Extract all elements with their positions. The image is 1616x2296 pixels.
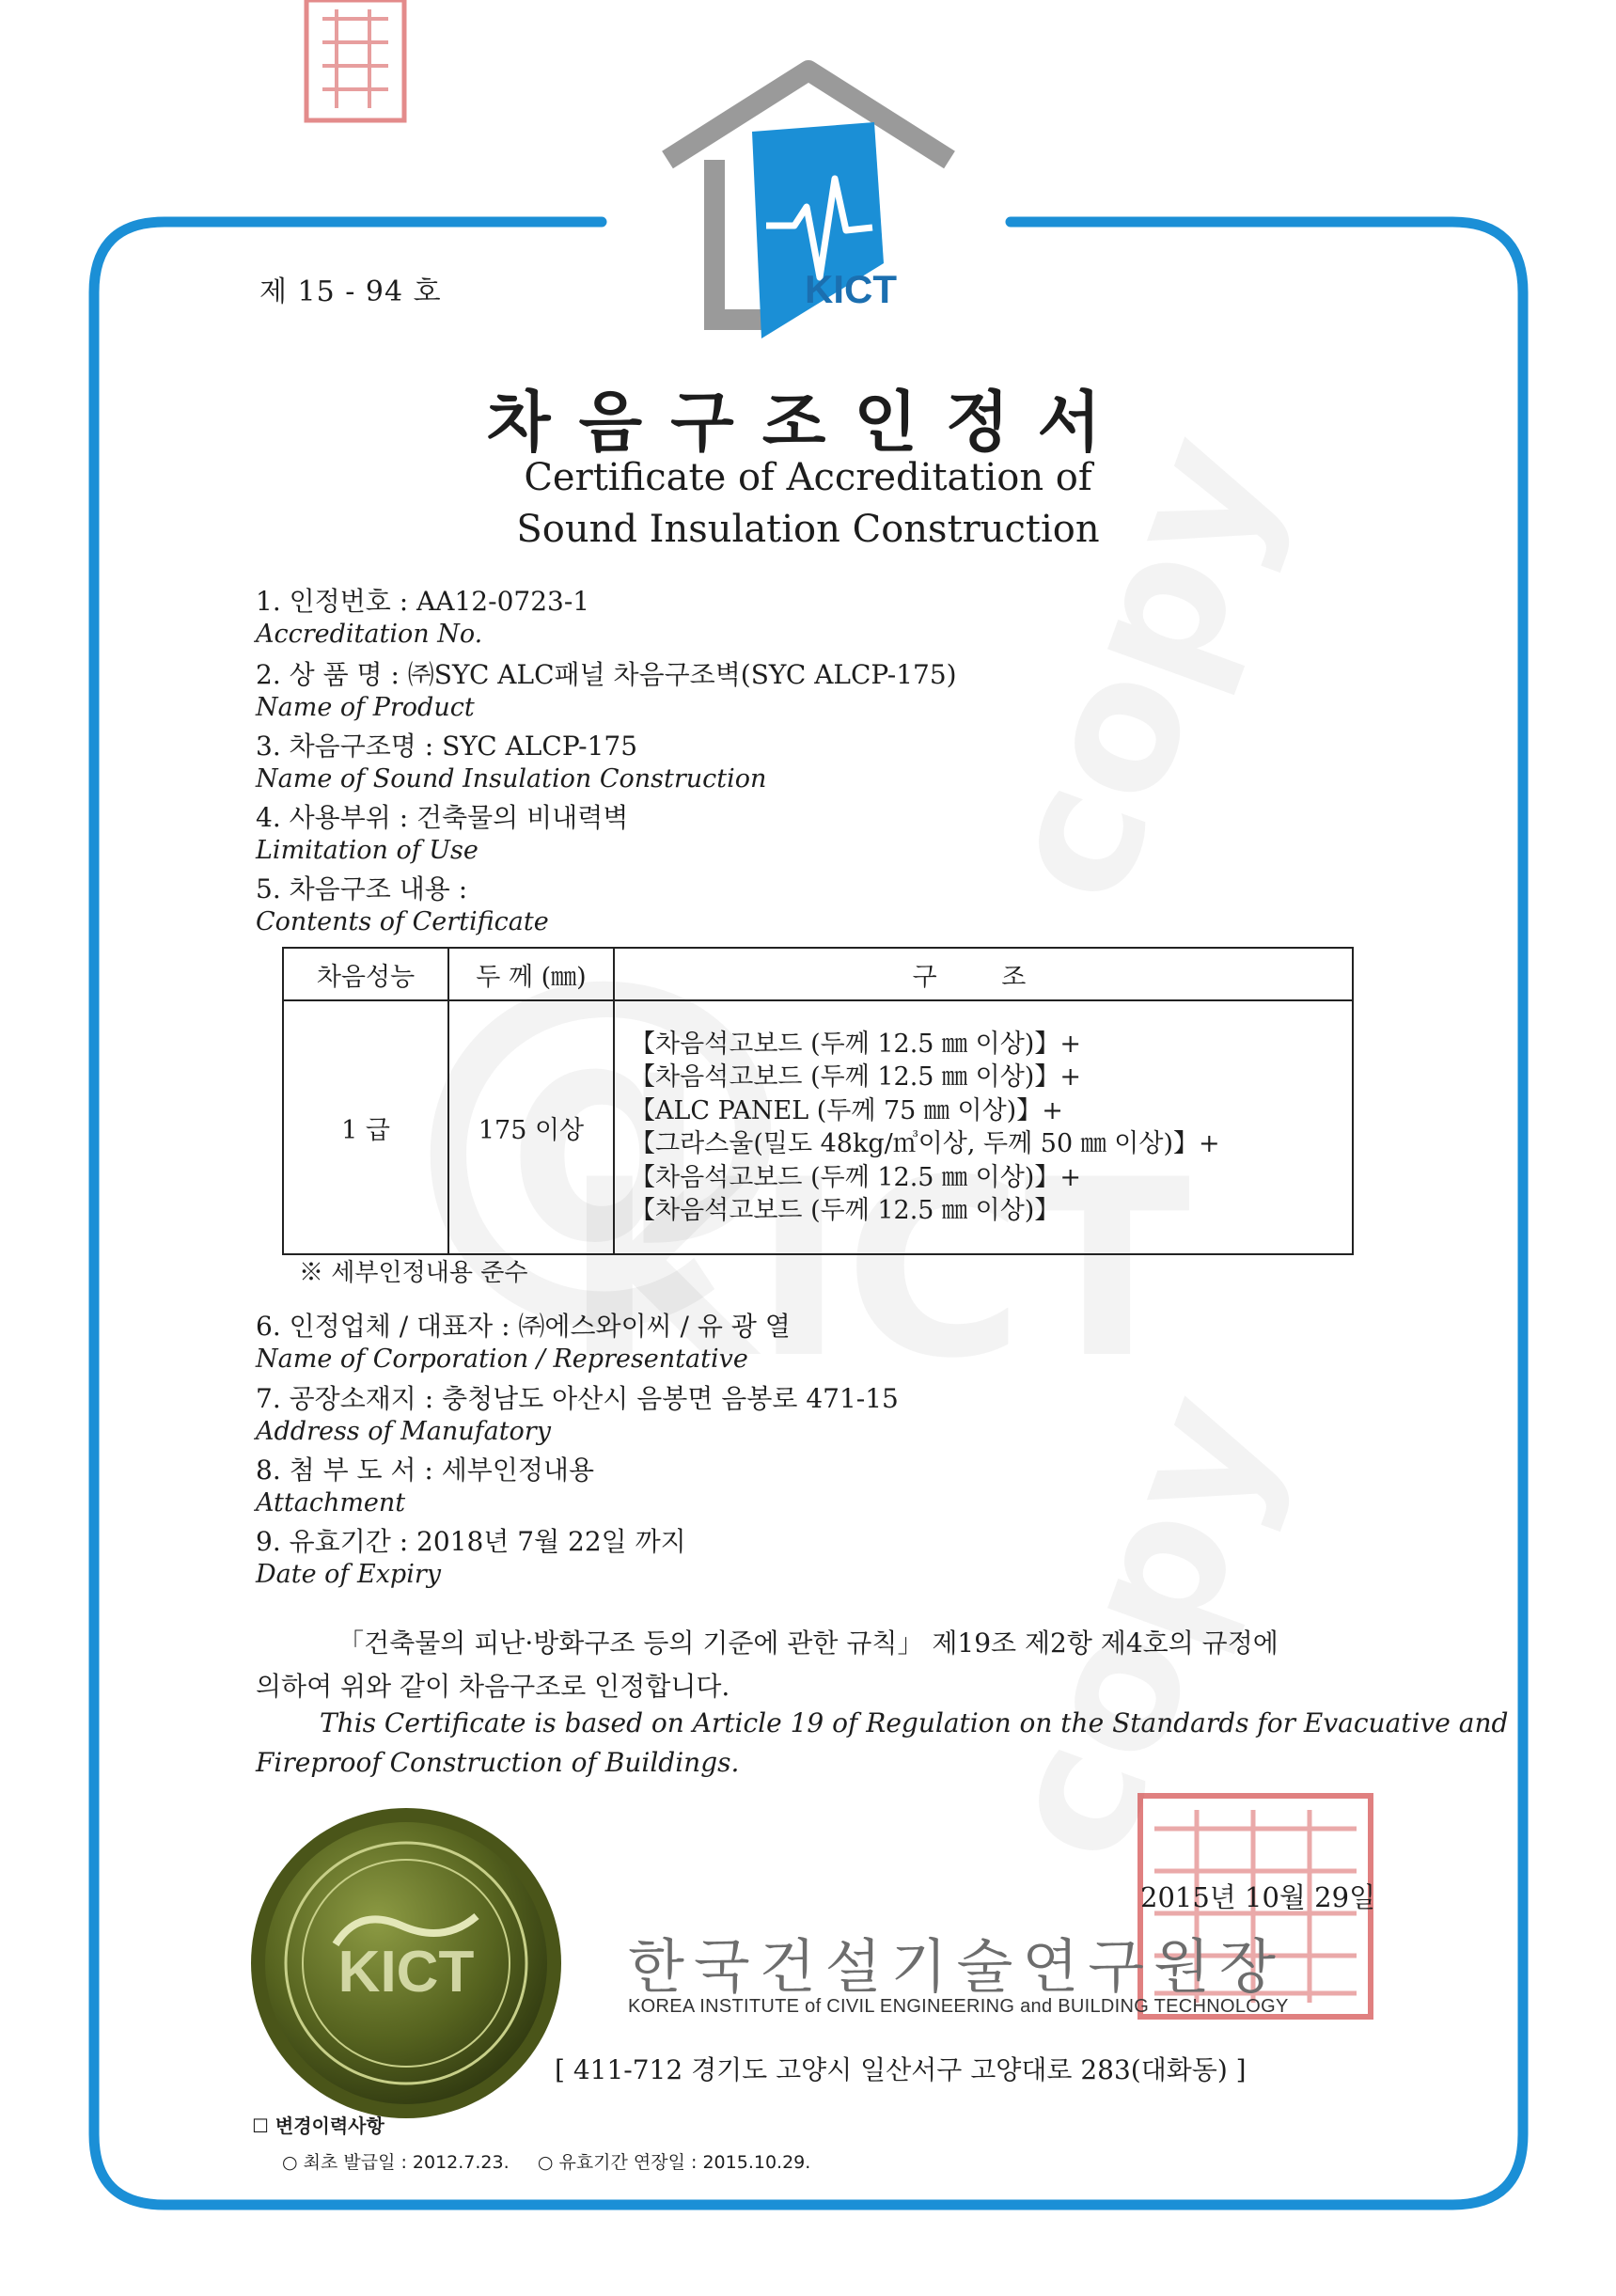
- construction-line: 【차음석고보드 (두께 12.5 ㎜ 이상)】+: [630, 1029, 1081, 1059]
- table-header-row: [283, 948, 1353, 1000]
- header-construction: 구 조: [614, 948, 1353, 1000]
- item-address: [256, 1382, 899, 1448]
- item-en: Contents of Certificate: [256, 907, 549, 936]
- issuer-address: [ 411-712 경기도 고양시 일산서구 고양대로 283(대화동) ]: [555, 2054, 1247, 2085]
- statement-en-line1: This Certificate is based on Article 19 of Regulation on the Standards for Evacuative and: [320, 1707, 1509, 1738]
- grade-cell: 1 급: [283, 1000, 448, 1254]
- item-en: Name of Sound Insulation Construction: [256, 764, 767, 794]
- construction-line: 【차음석고보드 (두께 12.5 ㎜ 이상)】: [630, 1196, 1060, 1225]
- item-limitation: [256, 801, 628, 867]
- gold-seal-icon: [246, 1803, 566, 2123]
- table-row: [283, 1000, 1353, 1254]
- item-ko: 3. 차음구조명 : SYC ALCP-175: [256, 731, 638, 762]
- item-corporation: [256, 1310, 791, 1376]
- issuer-name-en: KOREA INSTITUTE of CIVIL ENGINEERING and BUILDING TECHNOLOGY: [628, 1996, 1289, 2017]
- table-note: ※ 세부인정내용 준수: [299, 1259, 528, 1287]
- item-ko: 6. 인정업체 / 대표자 : ㈜에스와이씨 / 유 광 열: [256, 1311, 791, 1342]
- construction-line: 【차음석고보드 (두께 12.5 ㎜ 이상)】+: [630, 1162, 1081, 1192]
- item-accreditation-no: [256, 585, 589, 651]
- thickness-cell: 175 이상: [448, 1000, 614, 1254]
- house-roof-icon: [658, 56, 959, 338]
- item-en: Attachment: [256, 1488, 406, 1518]
- history-line: ○ 최초 발급일 : 2012.7.23. ○ 유효기간 연장일 : 2015.10.29.: [282, 2152, 811, 2173]
- logo-text: KICT: [805, 267, 897, 311]
- item-ko: 9. 유효기간 : 2018년 7월 22일 까지: [256, 1526, 686, 1557]
- item-ko: 5. 차음구조 내용 :: [256, 873, 468, 904]
- item-ko: 8. 첨 부 도 서 : 세부인정내용: [256, 1455, 595, 1486]
- red-stamp-icon: [299, 0, 412, 132]
- item-contents: [256, 873, 549, 938]
- item-en: Name of Corporation / Representative: [256, 1345, 748, 1374]
- item-en: Limitation of Use: [256, 836, 479, 865]
- statement-en-line2: Fireproof Construction of Buildings.: [256, 1747, 740, 1778]
- statement-ko-line2: 의하여 위와 같이 차음구조로 인정합니다.: [256, 1671, 730, 1702]
- item-en: Date of Expiry: [256, 1560, 442, 1589]
- item-expiry: [256, 1525, 686, 1591]
- construction-line: 【ALC PANEL (두께 75 ㎜ 이상)】+: [630, 1095, 1063, 1125]
- item-en: Name of Product: [256, 693, 475, 722]
- item-attachment: [256, 1454, 594, 1519]
- item-ko: 1. 인정번호 : AA12-0723-1: [256, 586, 590, 617]
- construction-line: 【차음석고보드 (두께 12.5 ㎜ 이상)】+: [630, 1062, 1081, 1092]
- item-ko: 7. 공장소재지 : 충청남도 아산시 음봉면 음봉로 471-15: [256, 1383, 899, 1414]
- spec-table: [282, 947, 1354, 1255]
- page-title: 차음구조인정서: [486, 383, 1130, 461]
- certificate-number: 제 15 - 94 호: [259, 275, 442, 308]
- item-en: Accreditation No.: [256, 620, 483, 649]
- header-thickness: 두 께 (㎜): [448, 948, 614, 1000]
- item-ko: 4. 사용부위 : 건축물의 비내력벽: [256, 802, 629, 833]
- item-construction-name: [256, 730, 766, 795]
- statement-ko-line1: 「건축물의 피난·방화구조 등의 기준에 관한 규칙」 제19조 제2항 제4호의 규정에: [337, 1628, 1279, 1659]
- item-en: Address of Manufatory: [256, 1417, 551, 1446]
- item-product-name: [256, 658, 957, 724]
- construction-line: 【그라스울(밀도 48kg/㎥이상, 두께 50 ㎜ 이상)】+: [630, 1129, 1220, 1158]
- issuer-name-ko: 한국건설기술연구원장: [628, 1932, 1285, 2001]
- page-title-en-line1: Certificate of Accreditation of: [524, 456, 1092, 499]
- construction-cell: [614, 1000, 1353, 1254]
- page-title-en-line2: Sound Insulation Construction: [516, 508, 1100, 551]
- svg-text:KICT: KICT: [337, 1940, 475, 2005]
- item-ko: 2. 상 품 명 : ㈜SYC ALC패널 차음구조벽(SYC ALCP-175): [256, 659, 957, 690]
- header-performance: 차음성능: [283, 948, 448, 1000]
- issue-date: 2015년 10월 29일: [1140, 1881, 1376, 1913]
- history-title: ☐ 변경이력사항: [252, 2115, 384, 2137]
